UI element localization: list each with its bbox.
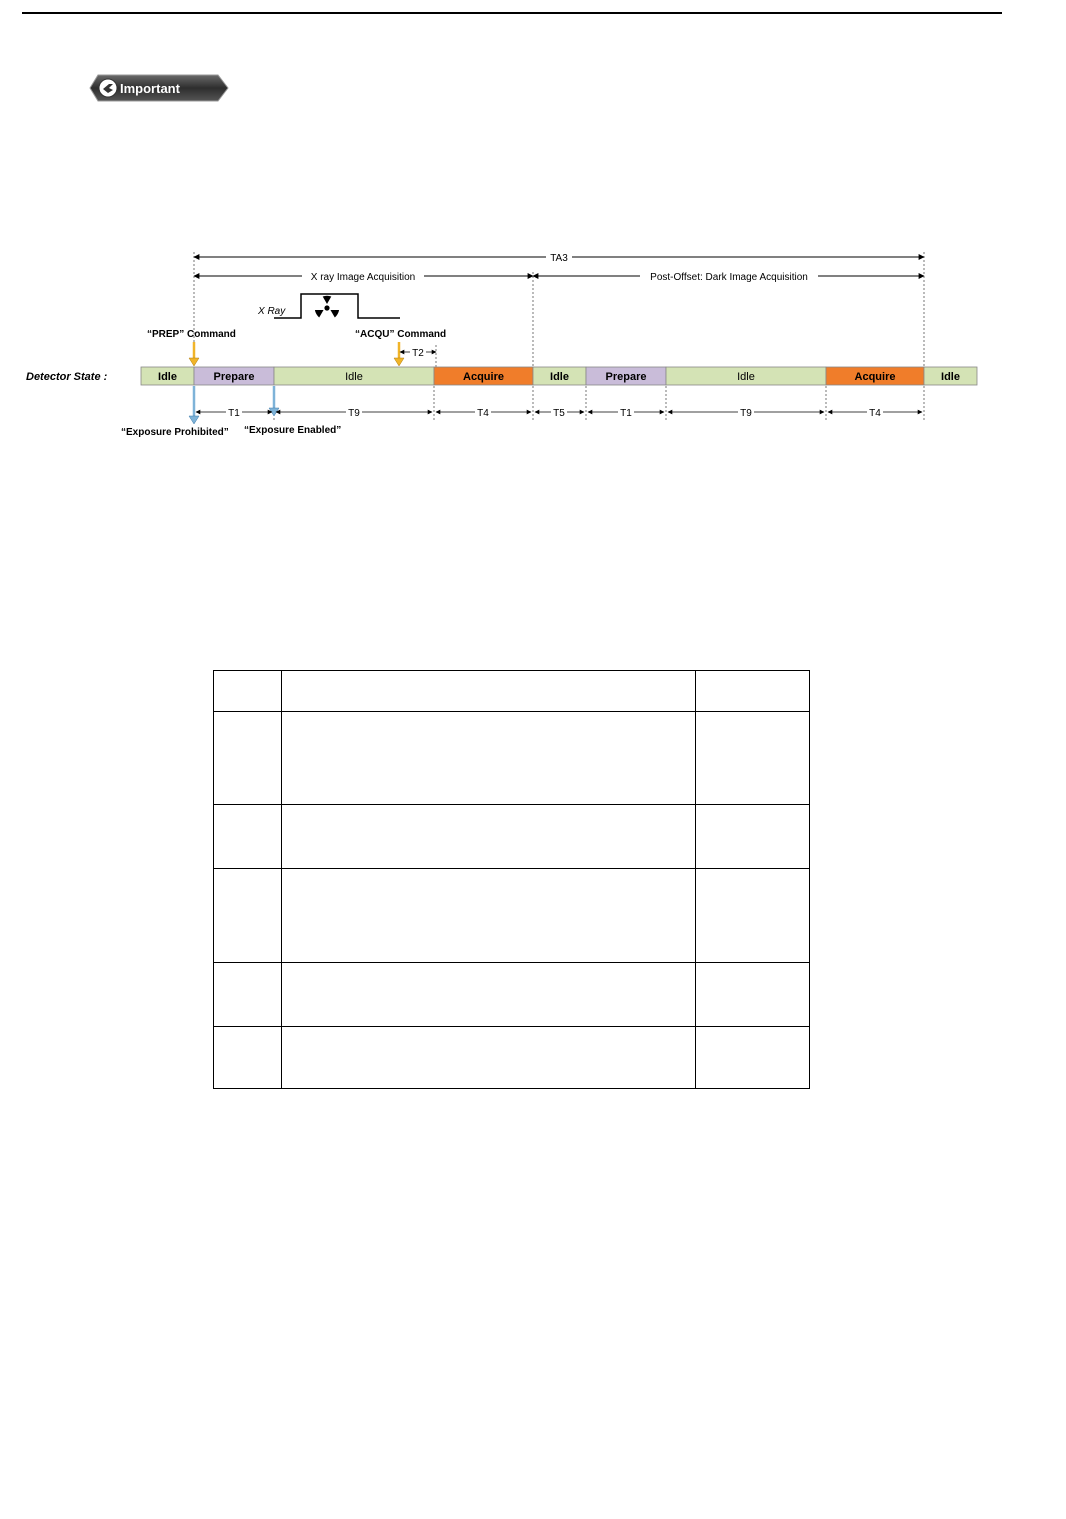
state-label: Idle bbox=[345, 371, 363, 383]
span-ta3 bbox=[194, 251, 924, 264]
state-label: Acquire bbox=[854, 371, 896, 383]
table-row bbox=[214, 805, 810, 869]
table-cell bbox=[282, 671, 696, 712]
timing-t1 bbox=[588, 406, 664, 419]
table-cell bbox=[696, 712, 810, 805]
table-cell bbox=[282, 963, 696, 1027]
state-label: Idle bbox=[941, 371, 960, 383]
timing-label: T4 bbox=[869, 408, 881, 419]
timing-label: T9 bbox=[740, 408, 752, 419]
timing-t4 bbox=[828, 406, 922, 419]
table-cell bbox=[696, 1027, 810, 1089]
timing-t2 bbox=[400, 346, 436, 359]
table-cell bbox=[214, 671, 282, 712]
acqu-command-label: “ACQU” Command bbox=[355, 329, 447, 340]
timing-t9 bbox=[276, 406, 432, 419]
span-xray-acquisition bbox=[194, 270, 533, 283]
table-row bbox=[214, 963, 810, 1027]
timing-label: T1 bbox=[620, 408, 632, 419]
timing-label: T1 bbox=[228, 408, 240, 419]
table-cell bbox=[696, 671, 810, 712]
prep-command-label: “PREP” Command bbox=[147, 329, 236, 340]
timing-row bbox=[196, 406, 922, 419]
table-row bbox=[214, 712, 810, 805]
radiation-trefoil-icon bbox=[314, 296, 339, 318]
exposure-prohibited-arrow bbox=[189, 386, 199, 424]
state-label: Idle bbox=[158, 371, 177, 383]
xray-pulse bbox=[257, 294, 400, 318]
t2-label: T2 bbox=[412, 348, 424, 359]
table-cell bbox=[696, 805, 810, 869]
span-ta3-label: TA3 bbox=[550, 253, 568, 264]
state-label: Idle bbox=[737, 371, 755, 383]
exposure-enabled-arrow bbox=[269, 386, 279, 416]
table-cell bbox=[696, 963, 810, 1027]
span-dark-label: Post-Offset: Dark Image Acquisition bbox=[650, 272, 808, 283]
timing-t9 bbox=[668, 406, 824, 419]
timing-diagram bbox=[0, 0, 1066, 460]
xray-label: X Ray bbox=[258, 306, 286, 317]
table-cell bbox=[214, 712, 282, 805]
state-label: Prepare bbox=[605, 371, 647, 383]
table-cell bbox=[214, 805, 282, 869]
timing-t1 bbox=[196, 406, 272, 419]
timing-t4 bbox=[436, 406, 531, 419]
detector-state-label: Detector State : bbox=[26, 371, 108, 383]
table-cell bbox=[696, 869, 810, 963]
acqu-command-arrow bbox=[394, 342, 404, 366]
state-label: Prepare bbox=[213, 371, 255, 383]
exposure-enabled-label: “Exposure Enabled” bbox=[244, 425, 342, 436]
span-dark-acquisition bbox=[533, 270, 924, 283]
table-row bbox=[214, 1027, 810, 1089]
table-cell bbox=[282, 805, 696, 869]
state-label: Idle bbox=[550, 371, 569, 383]
table-header-row bbox=[214, 671, 810, 712]
table-cell bbox=[282, 712, 696, 805]
span-xray-label: X ray Image Acquisition bbox=[310, 272, 416, 283]
timing-t5 bbox=[535, 406, 584, 419]
table-row bbox=[214, 869, 810, 963]
timing-label: T5 bbox=[553, 408, 565, 419]
table-cell bbox=[214, 869, 282, 963]
timing-label: T9 bbox=[348, 408, 360, 419]
state-bar bbox=[141, 367, 977, 385]
state-label: Acquire bbox=[463, 371, 504, 383]
badge-label: Important bbox=[120, 81, 180, 96]
table-cell bbox=[214, 963, 282, 1027]
exposure-prohibited-label: “Exposure Prohibited” bbox=[121, 427, 229, 438]
table-cell bbox=[282, 1027, 696, 1089]
table-cell bbox=[214, 1027, 282, 1089]
table-cell bbox=[282, 869, 696, 963]
spec-table bbox=[213, 670, 810, 1089]
timing-label: T4 bbox=[477, 408, 489, 419]
prep-command-arrow bbox=[189, 342, 199, 366]
